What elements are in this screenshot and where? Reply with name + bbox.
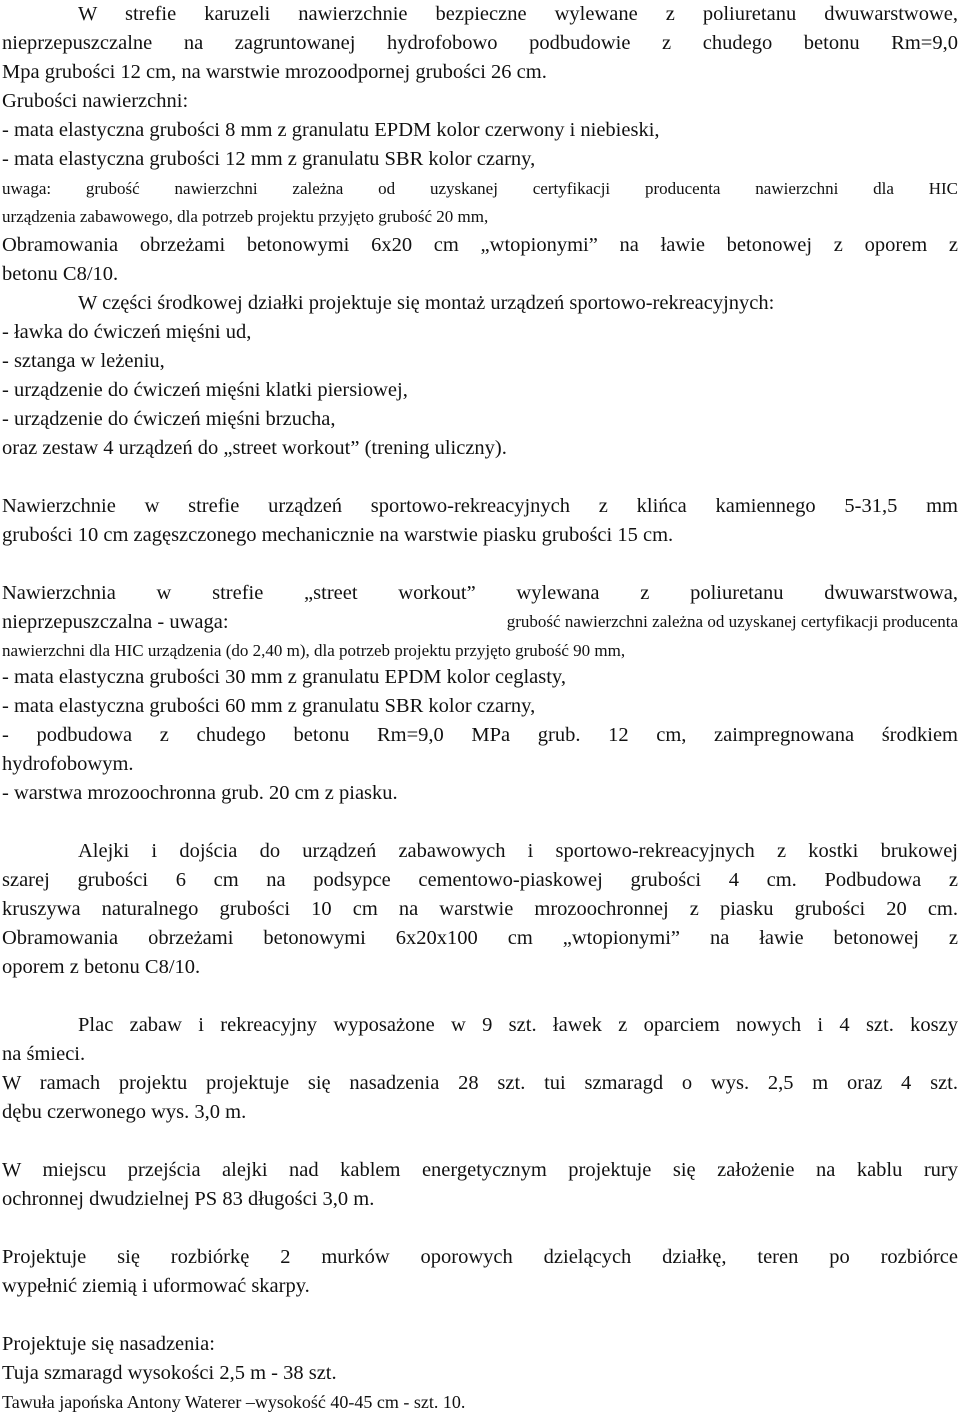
text-line: Alejki i dojścia do urządzeń zabawowych i sportowo-rekreacyjnych z kostki brukowej [78, 840, 958, 862]
text-line: Mpa grubości 12 cm, na warstwie mrozoodpornej grubości 26 cm. [2, 61, 547, 83]
text-line: Nawierzchnia w strefie „street workout” wylewana z poliuretanu dwuwarstwowa, [2, 582, 958, 604]
text-line: szarej grubości 6 cm na podsypce cementowo-piaskowej grubości 4 cm. Podbudowa z [2, 869, 958, 891]
text-line: W części środkowej działki projektuje się montaż urządzeń sportowo-rekreacyjnych: [78, 292, 775, 314]
list-item: - mata elastyczna grubości 60 mm z granulatu SBR kolor czarny, [2, 695, 536, 717]
list-item: - podbudowa z chudego betonu Rm=9,0 MPa grub. 12 cm, zaimpregnowana środkiem [2, 724, 958, 746]
text-line: nieprzepuszczalne na zagruntowanej hydrofobowo podbudowie z chudego betonu Rm=9,0 [2, 32, 958, 54]
text-line: Projektuje się rozbiórkę 2 murków oporowych dzielących działkę, teren po rozbiórce [2, 1246, 958, 1268]
list-item: - urządzenie do ćwiczeń mięśni klatki piersiowej, [2, 379, 408, 401]
text-line: dębu czerwonego wys. 3,0 m. [2, 1101, 247, 1123]
text-line: W strefie karuzeli nawierzchnie bezpieczne wylewane z poliuretanu dwuwarstwowe, [78, 3, 958, 25]
text-line: urządzenia zabawowego, dla potrzeb projektu przyjęto grubość 20 mm, [2, 207, 489, 226]
text-line: oraz zestaw 4 urządzeń do „street workout” (trening uliczny). [2, 437, 507, 459]
text-line: Grubości nawierzchni: [2, 90, 189, 112]
list-item: - warstwa mrozoochronna grub. 20 cm z piasku. [2, 782, 398, 804]
list-item: - mata elastyczna grubości 8 mm z granulatu EPDM kolor czerwony i niebieski, [2, 119, 660, 141]
list-item: Tuja szmaragd wysokości 2,5 m - 38 szt. [2, 1362, 337, 1384]
text-segment: nieprzepuszczalna - uwaga: [2, 611, 229, 633]
list-item: - ławka do ćwiczeń mięśni ud, [2, 321, 252, 343]
text-segment: grubość nawierzchni zależna od uzyskanej certyfikacji producenta [506, 612, 958, 631]
text-line: W ramach projektu projektuje się nasadzenia 28 szt. tui szmaragd o wys. 2,5 m oraz 4 szt. [2, 1072, 958, 1094]
text-line: uwaga: grubość nawierzchni zależna od uzyskanej certyfikacji producenta nawierzchni dla HIC [2, 179, 958, 198]
text-line: kruszywa naturalnego grubości 10 cm na warstwie mrozoochronnej z piasku grubości 20 cm. [2, 898, 958, 920]
text-line: Obramowania obrzeżami betonowymi 6x20x100 cm „wtopionymi” na ławie betonowej z [2, 927, 958, 949]
list-item: - urządzenie do ćwiczeń mięśni brzucha, [2, 408, 336, 430]
text-line: na śmieci. [2, 1043, 86, 1065]
text-line [2, 610, 958, 634]
text-line: wypełnić ziemią i uformować skarpy. [2, 1275, 310, 1297]
text-line: nawierzchni dla HIC urządzenia (do 2,40 m), dla potrzeb projektu przyjęto grubość 90 mm, [2, 641, 626, 660]
text-line: ochronnej dwudzielnej PS 83 długości 3,0 m. [2, 1188, 375, 1210]
text-line: hydrofobowym. [2, 753, 134, 775]
text-line: W miejscu przejścia alejki nad kablem energetycznym projektuje się założenie na kablu rury [2, 1159, 958, 1181]
list-item: Tawuła japońska Antony Waterer –wysokość 40-45 cm - szt. 10. [2, 1392, 466, 1412]
text-line: oporem z betonu C8/10. [2, 956, 201, 978]
text-line: betonu C8/10. [2, 263, 119, 285]
list-item: - mata elastyczna grubości 30 mm z granulatu EPDM kolor ceglasty, [2, 666, 566, 688]
list-item: - mata elastyczna grubości 12 mm z granulatu SBR kolor czarny, [2, 148, 536, 170]
text-line: Projektuje się nasadzenia: [2, 1333, 215, 1355]
text-line: grubości 10 cm zagęszczonego mechanicznie na warstwie piasku grubości 15 cm. [2, 524, 674, 546]
text-line: Plac zabaw i rekreacyjny wyposażone w 9 szt. ławek z oparciem nowych i 4 szt. koszy [78, 1014, 958, 1036]
text-line: Nawierzchnie w strefie urządzeń sportowo-rekreacyjnych z klińca kamiennego 5-31,5 mm [2, 495, 958, 517]
list-item: - sztanga w leżeniu, [2, 350, 165, 372]
text-line: Obramowania obrzeżami betonowymi 6x20 cm „wtopionymi” na ławie betonowej z oporem z [2, 234, 958, 256]
